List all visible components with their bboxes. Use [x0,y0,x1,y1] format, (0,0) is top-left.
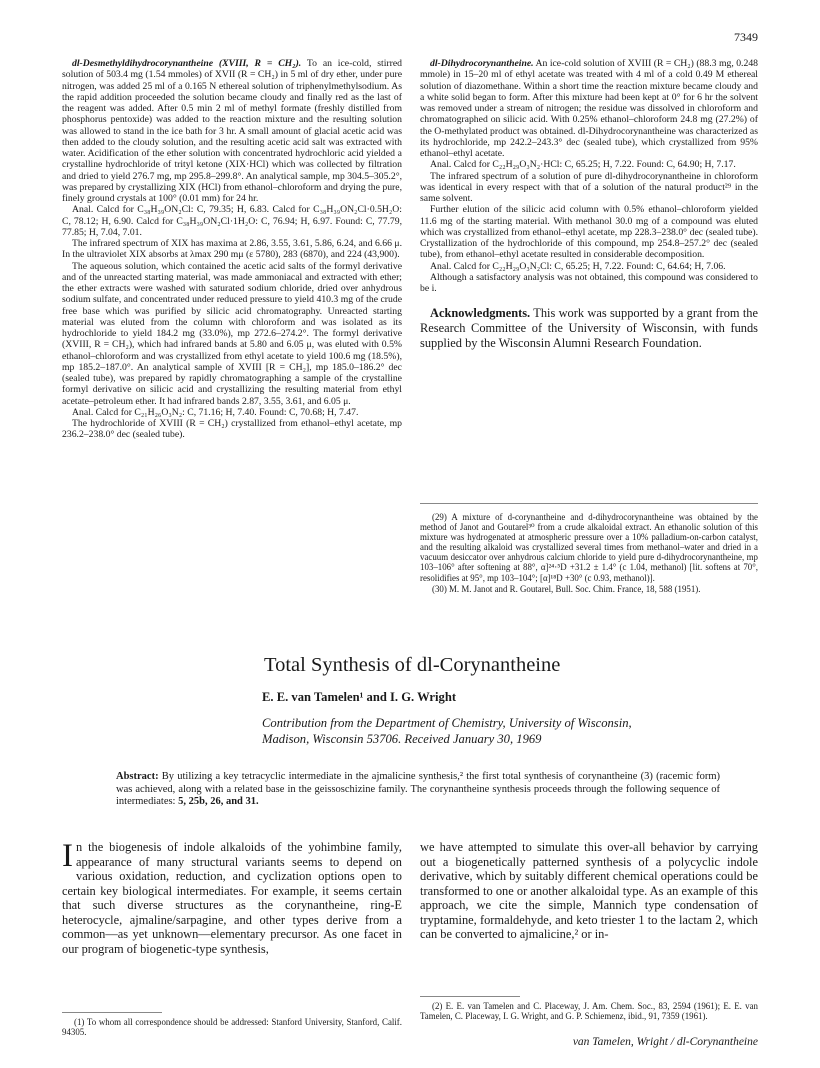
paragraph-text: To an ice-cold, stirred solution of 503.4 mg (1.54 mmoles) of XVII (R = CH₂) in 5 ml of dry ether, under pure nitrogen, was added 25 ml of a 0.165 N ethereal solution of triphenylmethylsodium. As the rapid addition proceeded the solution became cloudy and finally red as the last of the reagent was added. After 0.5 min 2 ml of methyl formate (freshly distilled from phosphorus pentoxide) was added to the reaction mixture and the resulting solution was allowed to stand in the ice bath for 3 hr. A small amount of glacial acetic acid was then added to the cloudy solution, and the resulting acetic acid salt was extracted with water. Acidification of the ether solution with concentrated hydrochloric acid yielded a crystalline hydrochloride of trityl ketone (XIX·HCl) which was collected by filtration and dried to yield 276.7 mg, mp 295.8–299.8°. An analytical sample, mp 304.5–305.2°, was prepared by crystallizing XIX (HCl) from ethanol–chloroform and drying the pure, finely ground crystals at 100° (0.01 mm) for 24 hr. [62,58,403,204]
footnote-30: (30) M. M. Janot and R. Goutarel, Bull. Soc. Chim. France, 18, 588 (1951). [432,583,701,594]
abstract [116,771,720,809]
abstract-label: Abstract: [116,771,159,782]
footnote-divider [420,503,758,504]
paragraph: The hydrochloride of XVIII (R = CH₂) crystallized from ethanol–ethyl acetate, mp 236.2–238.0° dec (sealed tube). [62,418,402,441]
left-experimental-column [62,58,402,441]
paragraph: Although a satisfactory analysis was not obtained, this compound was considered to be i. [420,271,758,294]
paragraph [62,58,402,204]
drop-cap: I [62,838,73,874]
article-authors: E. E. van Tamelen¹ and I. G. Wright [262,690,457,704]
affiliation-line: Contribution from the Department of Chemistry, University of Wisconsin, [262,716,632,730]
footnote-text: (2) E. E. van Tamelen and C. Placeway, J. Am. Chem. Soc., 83, 2594 (1961); E. E. van Tamelen, C. Placeway, I. G. Wright, and G. P. Schiemenz, ibid., 91, 7359 (1961). [420,1001,758,1022]
paragraph [420,58,758,159]
analysis-line: Anal. Calcd for C₂₁H₂₆O₃N₂: C, 71.16; H, 7.40. Found: C, 70.68; H, 7.47. [72,406,359,418]
footnote-divider [62,1012,162,1013]
footnote-text: (1) To whom all correspondence should be addressed: Stanford University, Stanford, Calif. 94305. [62,1017,402,1038]
footnote-divider [420,996,520,997]
acknowledgments-heading: Acknowledgments. [430,306,531,321]
article-title: Total Synthesis of dl-Corynantheine [264,654,561,676]
footnotes-top [420,512,758,595]
paragraph: Further elution of the silicic acid column with 0.5% ethanol–chloroform yielded 11.6 mg of the starting material. With methanol 30.0 mg of a compound was eluted which was crystallized from ethanol–ethyl acetate, mp 228.3–238.0° dec (sealed tube). Crystallization of the hydrochloride of this compound, mp 254.8–257.2° dec (sealed tube), from ethanol–ethyl acetate resulted in considerable decomposition. [420,204,758,261]
right-experimental-column [420,58,758,351]
abstract-text: By utilizing a key tetracyclic intermediate in the ajmalicine synthesis,² the first total synthesis of corynantheine (3) (racemic form) was achieved, along with a related base in the geissoschizine family. The corynantheine synthesis proceeds through the following sequence of intermediates: [116,771,720,808]
paragraph-text: An ice-cold solution of XVIII (R = CH₂) (88.3 mg, 0.248 mmole) in 15–20 ml of ethyl acetate was treated with 4 ml of a cold 0.49 M ethereal solution of diazomethane. Within a short time the reaction mixture became cloudy and a white solid began to form. After this mixture had been kept at 0° for 6 hr the solvent was removed under a stream of nitrogen; the residue was dissolved in chloroform and chromatographed on silicic acid. With 0.25% ethanol–chloroform 24.8 mg (27.2%) of the O-methylated product was obtained. dl-Dihydrocorynantheine was characterized as its hydrochloride, mp 242.2–243.3° dec (sealed tube), which crystallized from 95% ethanol–ethyl acetate. [420,58,759,159]
acknowledgments-text: This work was supported by a grant from the Research Committee of the University of Wisconsin, with funds supplied by the Wisconsin Alumni Research Foundation. [420,306,758,351]
acknowledgments [420,306,758,351]
running-footer: van Tamelen, Wright / dl-Corynantheine [572,1036,758,1048]
intro-left-column [62,840,402,956]
paragraph: The aqueous solution, which contained the acetic acid salts of the formyl derivative and of the unreacted starting material, was made ammoniacal and extracted with ether; the ether extracts were washed with saturated sodium chloride, dried over anhydrous sodium sulfate, and concentrated under reduced pressure to yield 410.3 mg of the crude free base which was purified by silicic acid chromatography. Unreacted starting material was eluted from the column with chloroform and was isolated as its hydrochloride to yield 184.2 mg (33.0%), mp 272.6–274.2°. The formyl derivative (XVIII, R = CH₂), which had infrared bands at 5.80 and 6.05 μ, was eluted with 0.5% ethanol–chloroform and was crystallized from ethyl acetate to yield 100.6 mg (18.5%), mp 185.2–187.0°. An analytical sample of XVIII [R = CH₂], mp 185.0–186.2° dec (sealed tube), was prepared by rapidly chromatographing a sample of the crystalline formyl derivative on silicic acid and crystallizing the resulting material from ethyl acetate–petroleum ether. It had infrared bands 2.87, 3.55, 3.61, and 6.05 μ. [62,260,402,407]
footnote-2 [420,1001,758,1021]
analysis-line: Anal. Calcd for C₂₂H₂₉O₃N₂Cl: C, 65.25; H, 7.22. Found: C, 64.64; H, 7.06. [430,260,726,272]
footnote-29: (29) A mixture of d-corynantheine and d-dihydrocorynantheine was obtained by the method of Janot and Goutarel³⁰ from a crude alkaloidal extract. An ethanolic solution of this mixture was hydrogenated at atmospheric pressure over a 10% palladium-on-carbon catalyst, and the resulting alkaloid was crystallized several times from methanol–water and dried in a vacuum desiccator over anhydrous calcium chloride to yield pure d-dihydrocorynantheine, mp 103–106° after softening at 88°, α]²⁴·⁵D +31.2 ± 1.4° (c 1.04, methanol) [lit. softens at 70°, resolidifies at 95°, mp 103–104°; [α]¹⁸D +30° (c 0.93, methanol)]. [420,512,758,583]
analysis-line: Anal. Calcd for C₂₂H₂₉O₃N₂·HCl: C, 65.25; H, 7.22. Found: C, 64.90; H, 7.17. [430,159,736,171]
abstract-intermediates: 5, 25b, 26, and 31. [178,796,259,808]
analysis-line: Anal. Calcd for C₃₈H₃₉ON₂Cl: C, 79.35; H, 6.83. Calcd for C₃₈H₃₉ON₂Cl·0.5H₂O: C, 78.12; H, 6.90. Calcd for C₃₈H₃₉ON₂Cl·1H₂O: C, 76.94; H, 6.97. Found: C, 77.79, 77.85; H, 7.04, 7.01. [62,204,402,238]
article-affiliation [262,716,632,747]
page-number: 7349 [734,30,758,44]
section-heading: dl-Dihydrocorynantheine. [430,58,534,69]
intro-text: n the biogenesis of indole alkaloids of the yohimbine family, appearance of many structural variants seems to depend on various oxidation, reduction, and cyclization options open to certain key biological intermediates. For example, it seems certain that such diverse structures as the corynantheine, ring-E heterocycle, ajmaline/sarpagine, and other types derive from a common—as yet unknown—elementary precursor. As one facet in our program of biogenetic-type synthesis, [62,840,402,956]
affiliation-line: Madison, Wisconsin 53706. Received January 30, 1969 [262,731,542,746]
intro-paragraph [62,840,402,956]
paragraph: The infrared spectrum of a solution of pure dl-dihydrocorynantheine in chloroform was identical in every respect with that of a solution of the natural product²⁹ in the same solvent. [420,170,758,204]
footnote-1 [62,1017,402,1037]
intro-paragraph: we have attempted to simulate this over-all behavior by carrying out a biogenetically patterned synthesis of a polycyclic indole derivative, which by suitably different chemical operations could be transformed to one or another alkaloidal type. As an example of this approach, we cite the simple, Mannich type condensation of tryptamine, formaldehyde, and keto triester 1 to the lactam 2, which can be converted to ajmalicine,² or in- [420,840,758,941]
section-heading: dl-Desmethyldihydrocorynantheine (XVIII, R = CH₂). [72,58,302,69]
paragraph: The infrared spectrum of XIX has maxima at 2.86, 3.55, 3.61, 5.86, 6.24, and 6.66 μ. In the ultraviolet XIX absorbs at λmax 290 mμ (ε 5780), 283 (6870), and 224 (43,900). [62,238,402,261]
intro-right-column [420,840,758,942]
